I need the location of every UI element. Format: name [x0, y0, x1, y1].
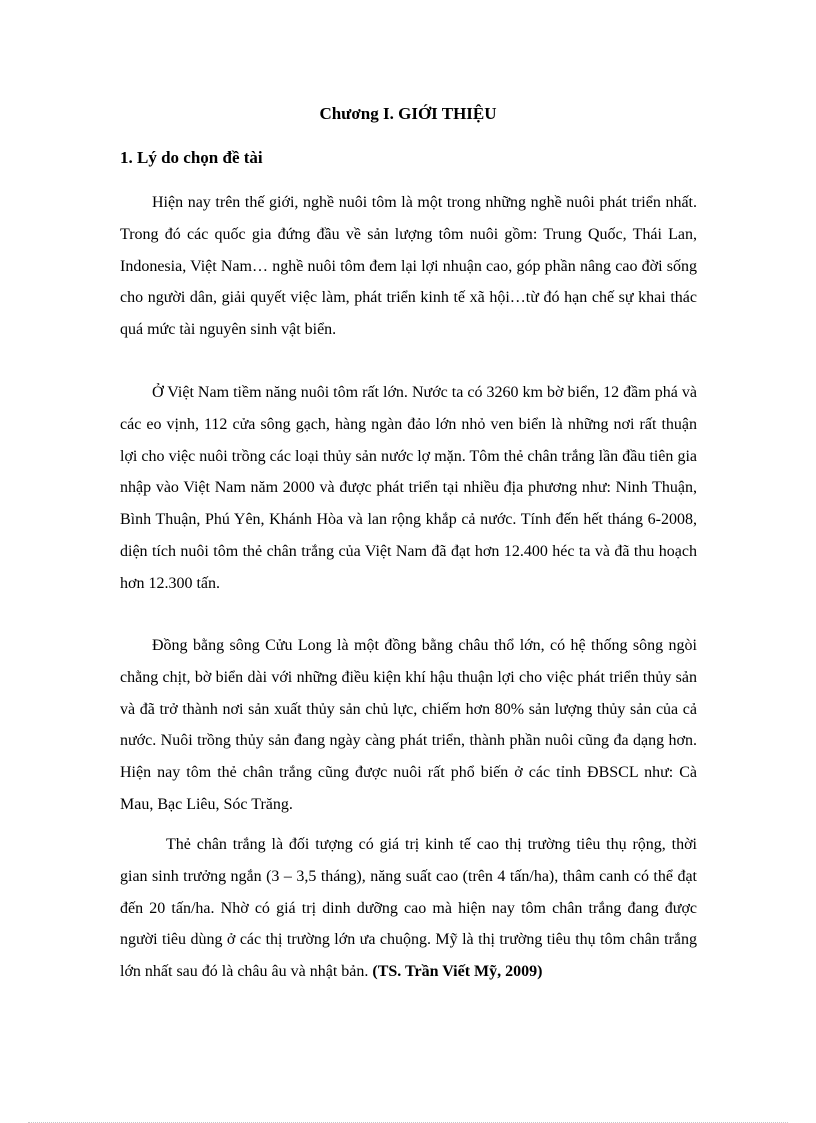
citation: (TS. Trần Viết Mỹ, 2009): [372, 963, 543, 981]
paragraph-1: Hiện nay trên thế giới, nghề nuôi tôm là một trong những nghề nuôi phát triển nhất. Trong đó các quốc gia đứng đầu về sản lượng tôm nuôi gồm: Trung Quốc, Thái Lan, Indonesia, Việt Nam… nghề nuôi tôm đem lại lợi nhuận cao, góp phần nâng cao đời sống cho người dân, giải quyết việc làm, phát triển kinh tế xã hội…từ đó hạn chế sự khai thác quá mức tài nguyên sinh vật biển.: [120, 194, 697, 339]
paragraph-4: [120, 829, 697, 988]
paragraph-3: Đồng bằng sông Cửu Long là một đồng bằng châu thổ lớn, có hệ thống sông ngòi chằng chịt, bờ biển dài với những điều kiện khí hậu thuận lợi cho việc phát triển thủy sản và đã trở thành nơi sản xuất thủy sản chủ lực, chiếm hơn 80% sản lượng thủy sản của cả nước. Nuôi trồng thủy sản đang ngày càng phát triển, thành phần nuôi cũng đa dạng hơn. Hiện nay tôm thẻ chân trắng cũng được nuôi rất phổ biến ở các tỉnh ĐBSCL như: Cà Mau, Bạc Liêu, Sóc Trăng.: [120, 637, 697, 813]
chapter-title: Chương I. GIỚI THIỆU: [319, 104, 497, 123]
section-heading: 1. Lý do chọn đề tài: [120, 148, 263, 167]
paragraph-2: Ở Việt Nam tiềm năng nuôi tôm rất lớn. Nước ta có 3260 km bờ biển, 12 đầm phá và các eo vịnh, 112 cửa sông gạch, hàng ngàn đảo lớn nhỏ ven biển là những nơi rất thuận lợi cho việc nuôi trồng các loại thủy sản nước lợ mặn. Tôm thẻ chân trắng lần đầu tiên gia nhập vào Việt Nam năm 2000 và được phát triển tại nhiều địa phương như: Ninh Thuận, Bình Thuận, Phú Yên, Khánh Hòa và lan rộng khắp cả nước. Tính đến hết tháng 6-2008, diện tích nuôi tôm thẻ chân trắng của Việt Nam đã đạt hơn 12.400 héc ta và đã thu hoạch hơn 12.300 tấn.: [120, 384, 697, 592]
paragraph-4-text: Thẻ chân trắng là đối tượng có giá trị kinh tế cao thị trường tiêu thụ rộng, thời gian sinh trưởng ngắn (3 – 3,5 tháng), năng suất cao (trên 4 tấn/ha), thâm canh có thể đạt đến 20 tấn/ha. Nhờ có giá trị dinh dưỡng cao mà hiện nay tôm chân trắng đang được người tiêu dùng ở các thị trường lớn ưa chuộng. Mỹ là thị trường tiêu thụ tôm chân trắng lớn nhất sau đó là châu âu và nhật bản.: [120, 836, 697, 981]
